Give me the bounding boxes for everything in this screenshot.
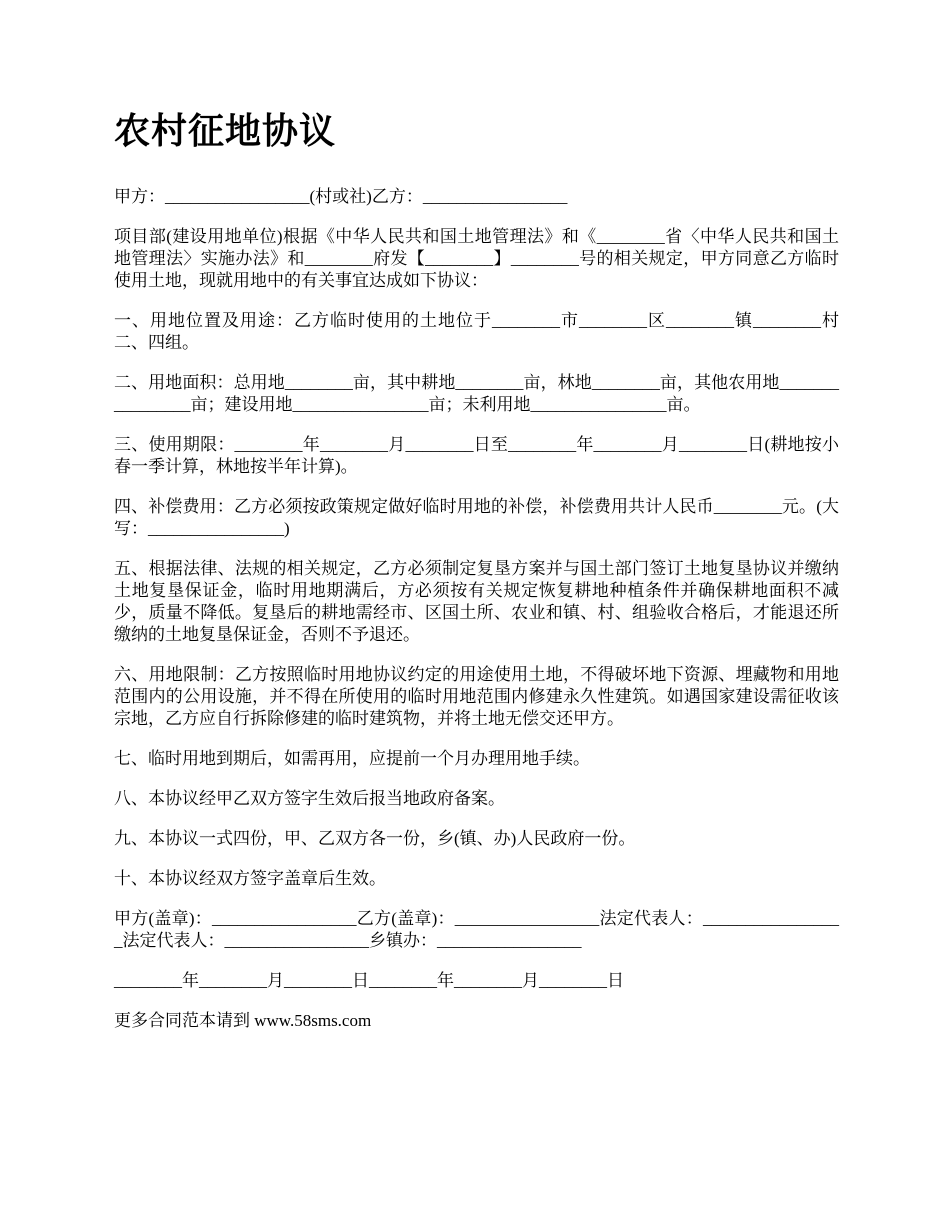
clause-10-effect: 十、本协议经双方签字盖章后生效。 <box>114 868 386 888</box>
document-title: 农村征地协议 <box>114 111 337 151</box>
clause-8-filing: 八、本协议经甲乙双方签字生效后报当地政府备案。 <box>114 788 505 808</box>
clause-7-renewal: 七、临时用地到期后，如需再用，应提前一个月办理用地手续。 <box>114 748 590 768</box>
footer-note: 更多合同范本请到 www.58sms.com <box>114 1010 372 1030</box>
clause-6-restrictions: 六、用地限制：乙方按照临时用地协议约定的用途使用土地，不得破坏地下资源、埋藏物和用地范围内的公用设施，并不得在所使用的临时用地范围内修建永久性建筑。如遇国家建设需征收该宗地，乙方应自行拆除修建的临时建筑物，并将土地无偿交还甲方。 <box>114 664 839 728</box>
document-page <box>114 112 839 1050</box>
clause-5-reclamation: 五、根据法律、法规的相关规定，乙方必须制定复垦方案并与国土部门签订土地复垦协议并缴纳土地复垦保证金，临时用地期满后，方必须按有关规定恢复耕地种植条件并确保耕地面积不减少，质量不降低。复垦后的耕地需经市、区国土所、农业和镇、村、组验收合格后，才能退还所缴纳的土地复垦保证金，否则不予退还。 <box>114 558 839 644</box>
clause-2-area: 二、用地面积：总用地________亩，其中耕地________亩，林地________亩，其他农用地________________亩；建设用地________________亩；未利用地________________亩。 <box>114 372 839 414</box>
signature-block: 甲方(盖章)：_________________乙方(盖章)：_________________法定代表人：_________________法定代表人：_________________乡镇办：_________________ <box>114 908 839 950</box>
clause-3-term: 三、使用期限：________年________月________日至________年________月________日(耕地按小春一季计算，林地按半年计算)。 <box>114 434 839 476</box>
clause-4-compensation: 四、补偿费用：乙方必须按政策规定做好临时用地的补偿，补偿费用共计人民币________元。(大写：________________) <box>114 496 839 538</box>
preamble-paragraph: 项目部(建设用地单位)根据《中华人民共和国土地管理法》和《________省〈中华人民共和国土地管理法〉实施办法》和________府发【________】________号的相关规定，甲方同意乙方临时使用土地，现就用地中的有关事宜达成如下协议： <box>114 226 839 290</box>
clause-1-location: 一、用地位置及用途：乙方临时使用的土地位于________市________区________镇________村二、四组。 <box>114 310 839 352</box>
parties-line: 甲方：_________________(村或社)乙方：_________________ <box>114 186 568 206</box>
date-line: ________年________月________日________年________月________日 <box>114 970 624 990</box>
clause-9-copies: 九、本协议一式四份，甲、乙双方各一份，乡(镇、办)人民政府一份。 <box>114 828 636 848</box>
